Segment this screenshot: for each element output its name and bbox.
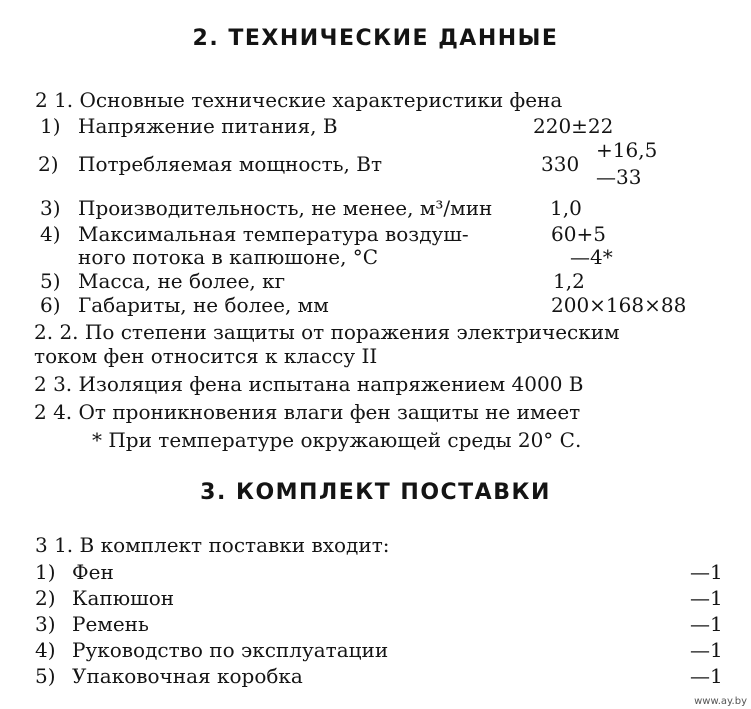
spec-item-4-label-continued: ного потока в капюшоне, °С bbox=[78, 245, 379, 269]
watermark: www.ay.by bbox=[694, 696, 747, 707]
kit-item-3-label: Ремень bbox=[72, 612, 149, 636]
spec-item-1-label: Напряжение питания, В bbox=[78, 114, 338, 138]
kit-item-4-number: 4) bbox=[35, 638, 56, 662]
spec-item-4-tolerance-minus: —4* bbox=[570, 245, 613, 269]
spec-item-5-label: Масса, не более, кг bbox=[78, 269, 286, 293]
kit-item-4-quantity: —1 bbox=[690, 638, 723, 662]
spec-item-2-number: 2) bbox=[38, 152, 59, 176]
kit-item-4-label: Руководство по эксплуатации bbox=[72, 638, 389, 662]
spec-item-6-value: 200×168×88 bbox=[551, 293, 687, 317]
temperature-footnote: * При температуре окружающей среды 20° С. bbox=[92, 428, 582, 452]
spec-item-3-number: 3) bbox=[40, 196, 61, 220]
kit-item-2-number: 2) bbox=[35, 586, 56, 610]
spec-item-5-value: 1,2 bbox=[553, 269, 585, 293]
spec-item-4-label: Максимальная температура воздуш- bbox=[78, 222, 469, 246]
kit-item-1-quantity: —1 bbox=[690, 560, 723, 584]
kit-item-3-number: 3) bbox=[35, 612, 56, 636]
spec-item-5-number: 5) bbox=[40, 269, 61, 293]
section-2-2-line-2: током фен относится к классу II bbox=[34, 344, 378, 368]
spec-item-4-value: 60+5 bbox=[551, 222, 606, 246]
section-3-heading: 3. КОМПЛЕКТ ПОСТАВКИ bbox=[200, 480, 551, 505]
kit-item-2-quantity: —1 bbox=[690, 586, 723, 610]
kit-item-3-quantity: —1 bbox=[690, 612, 723, 636]
kit-item-5-quantity: —1 bbox=[690, 664, 723, 688]
section-2-4: 2 4. От проникновения влаги фен защиты не имеет bbox=[34, 400, 581, 424]
spec-item-3-label: Производительность, не менее, м³/мин bbox=[78, 196, 493, 220]
section-2-2-line-1: 2. 2. По степени защиты от поражения электрическим bbox=[34, 320, 620, 344]
spec-item-2-tolerance-minus: —33 bbox=[596, 165, 642, 189]
spec-item-2-value: 330 bbox=[541, 152, 580, 176]
spec-item-6-number: 6) bbox=[40, 293, 61, 317]
kit-item-2-label: Капюшон bbox=[72, 586, 175, 610]
spec-item-6-label: Габариты, не более, мм bbox=[78, 293, 329, 317]
spec-item-4-number: 4) bbox=[40, 222, 61, 246]
spec-item-3-value: 1,0 bbox=[550, 196, 582, 220]
spec-item-2-tolerance-plus: +16,5 bbox=[596, 138, 658, 162]
spec-item-2-label: Потребляемая мощность, Вт bbox=[78, 152, 383, 176]
kit-item-1-number: 1) bbox=[35, 560, 56, 584]
spec-item-1-number: 1) bbox=[40, 114, 61, 138]
section-2-3: 2 3. Изоляция фена испытана напряжением 4000 В bbox=[34, 372, 584, 396]
section-2-1-intro: 2 1. Основные технические характеристики фена bbox=[35, 88, 563, 112]
section-2-heading: 2. ТЕХНИЧЕСКИЕ ДАННЫЕ bbox=[192, 26, 559, 51]
section-3-1-intro: 3 1. В комплект поставки входит: bbox=[35, 533, 390, 557]
kit-item-1-label: Фен bbox=[72, 560, 114, 584]
kit-item-5-number: 5) bbox=[35, 664, 56, 688]
spec-item-1-value: 220±22 bbox=[533, 114, 614, 138]
kit-item-5-label: Упаковочная коробка bbox=[72, 664, 303, 688]
